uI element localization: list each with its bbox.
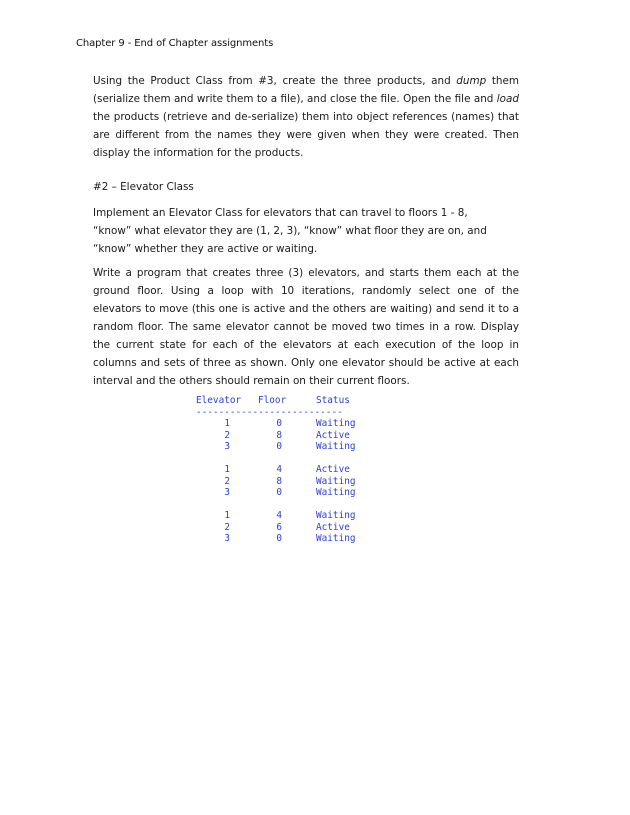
console-cell-elevator: 3 xyxy=(224,487,230,498)
console-groups xyxy=(196,418,386,545)
console-cell-elevator: 1 xyxy=(224,418,230,429)
console-cell-status: Active xyxy=(316,429,350,441)
console-cell-floor: 0 xyxy=(276,441,282,452)
paragraph1-text-2: them (serialize them and write them to a file), and close the file. Open the file and xyxy=(93,75,519,105)
console-cell-status: Waiting xyxy=(316,475,356,487)
console-cell-status: Waiting xyxy=(316,510,356,521)
console-header-floor: Floor xyxy=(258,395,287,406)
console-row xyxy=(196,430,386,442)
console-row xyxy=(196,510,386,522)
paragraph1-emphasis-dump: dump xyxy=(456,75,487,87)
console-group xyxy=(196,510,386,545)
paragraph2-line: “know” what elevator they are (1, 2, 3), “know” what floor they are on, and xyxy=(93,225,487,237)
console-output-sample xyxy=(196,395,386,556)
console-cell-floor: 0 xyxy=(276,533,282,544)
console-cell-floor: 8 xyxy=(276,429,282,441)
document-body xyxy=(93,72,519,390)
console-cell-elevator: 1 xyxy=(224,510,230,521)
console-row xyxy=(196,464,386,476)
console-cell-floor: 0 xyxy=(276,487,282,498)
console-cell-status: Waiting xyxy=(316,487,356,498)
console-header-status: Status xyxy=(316,395,350,406)
console-row xyxy=(196,418,386,430)
paragraph2-line: “know” whether they are active or waiting. xyxy=(93,243,318,255)
console-cell-elevator: 3 xyxy=(224,533,230,544)
console-cell-status: Waiting xyxy=(316,533,356,544)
console-header-row xyxy=(196,395,386,407)
console-cell-status: Waiting xyxy=(316,441,356,452)
console-cell-floor: 4 xyxy=(276,510,282,521)
paragraph1-text-3: the products (retrieve and de-serialize) them into object references (names) that are different from the names they were given when they were created. Then display the information for the products. xyxy=(93,111,519,159)
console-cell-elevator: 3 xyxy=(224,441,230,452)
paragraph1-emphasis-load: load xyxy=(496,93,519,105)
console-cell-floor: 4 xyxy=(276,464,282,475)
section-heading-elevator-class: #2 – Elevator Class xyxy=(93,181,194,193)
console-group xyxy=(196,464,386,499)
paragraph2-line: Implement an Elevator Class for elevators that can travel to floors 1 - 8, xyxy=(93,207,468,219)
console-cell-elevator: 1 xyxy=(224,464,230,475)
console-row xyxy=(196,522,386,534)
console-row xyxy=(196,441,386,453)
page-header: Chapter 9 - End of Chapter assignments xyxy=(76,38,274,49)
console-cell-floor: 8 xyxy=(276,475,282,487)
paragraph-elevator-program: Write a program that creates three (3) elevators, and starts them each at the ground floor. Using a loop with 10 iterations, randomly select one of the elevators to move (this one is active and the others are waiting) and send it to a random floor. The same elevator cannot be moved two times in a row. Display the current state for each of the elevators at each execution of the loop in columns and sets of three as shown. Only one elevator should be active at each interval and the others should remain on their current floors. xyxy=(93,267,519,387)
console-cell-status: Waiting xyxy=(316,418,356,429)
console-row xyxy=(196,533,386,545)
console-cell-floor: 6 xyxy=(276,521,282,533)
console-cell-status: Active xyxy=(316,464,350,475)
paragraph-product-serialization xyxy=(93,72,519,162)
console-header-elevator: Elevator xyxy=(196,395,242,406)
console-cell-elevator: 2 xyxy=(224,429,230,441)
console-cell-floor: 0 xyxy=(276,418,282,429)
console-row xyxy=(196,476,386,488)
paragraph-elevator-requirements xyxy=(93,204,519,258)
console-divider: -------------------------- xyxy=(196,406,343,418)
console-row xyxy=(196,487,386,499)
console-group xyxy=(196,418,386,453)
console-cell-status: Active xyxy=(316,521,350,533)
console-cell-elevator: 2 xyxy=(224,475,230,487)
paragraph1-text-1: Using the Product Class from #3, create the three products, and xyxy=(93,75,457,87)
console-cell-elevator: 2 xyxy=(224,521,230,533)
